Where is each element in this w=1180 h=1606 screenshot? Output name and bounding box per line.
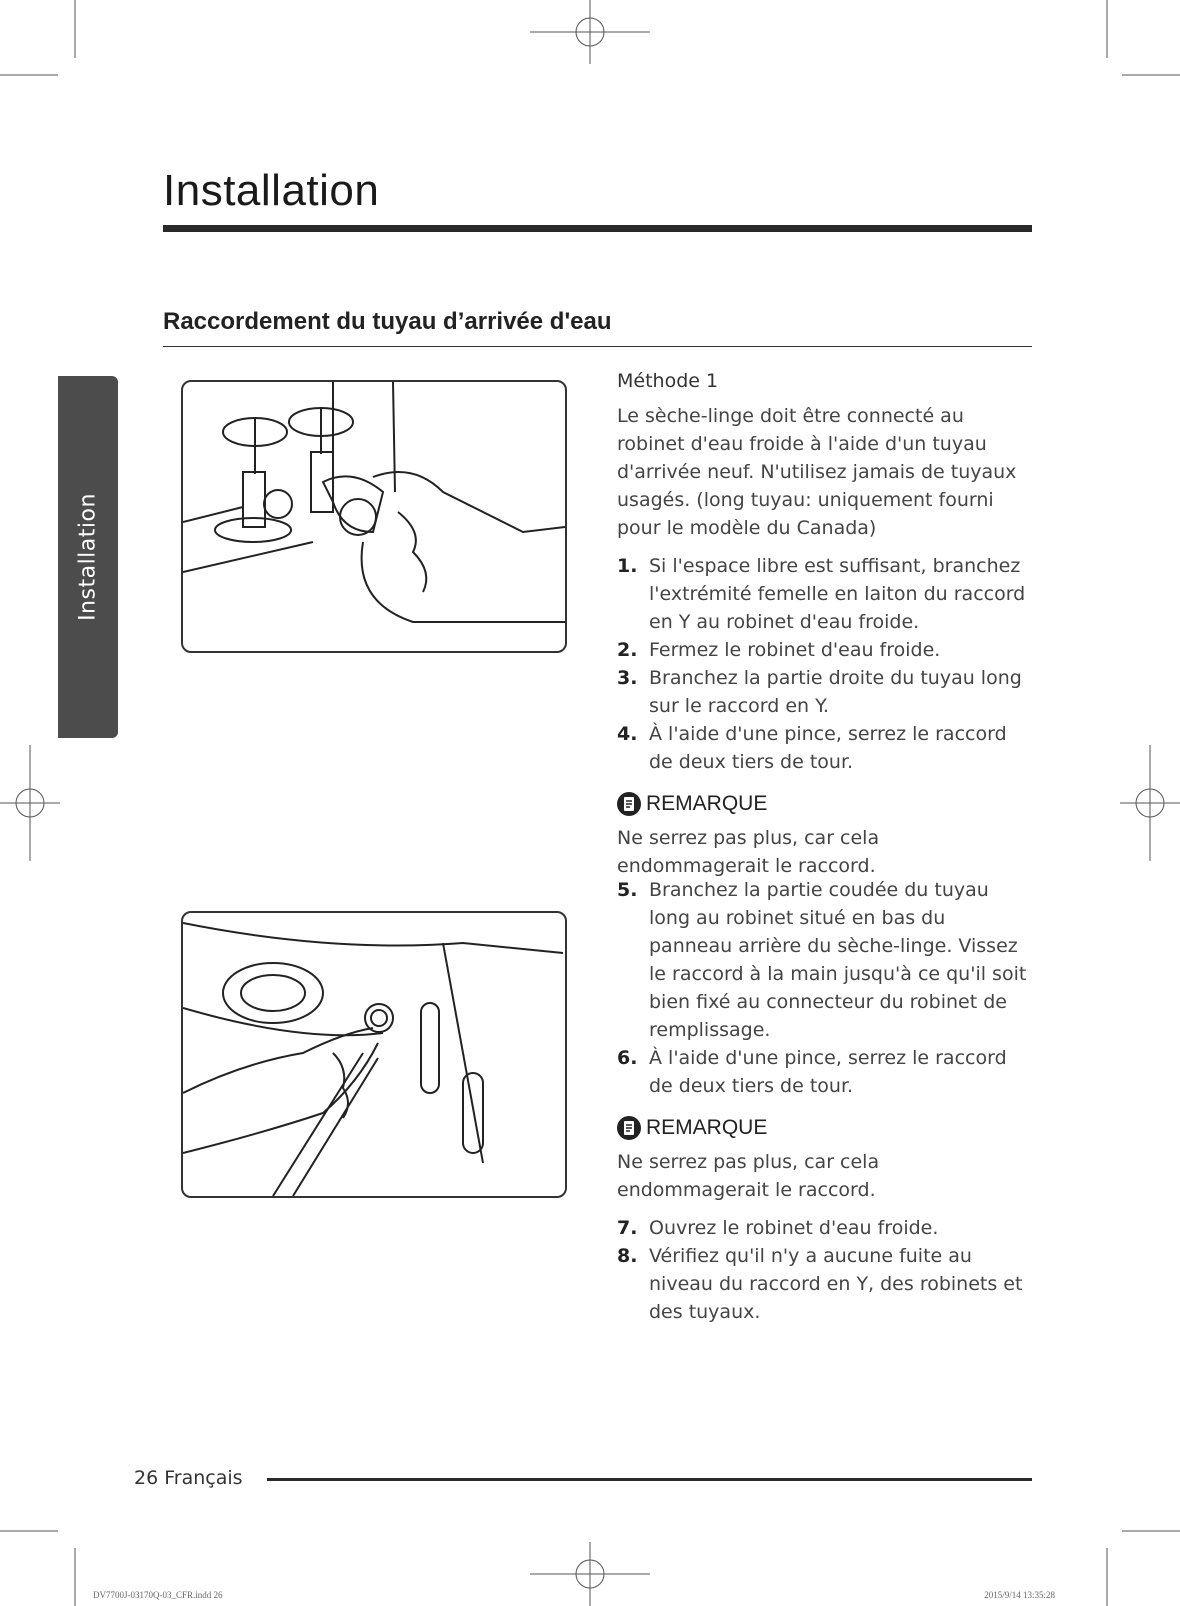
registration-mark-icon bbox=[530, 0, 650, 64]
page-title: Installation bbox=[163, 166, 380, 215]
step-number: 3. bbox=[617, 667, 638, 689]
note-heading bbox=[617, 1114, 1032, 1142]
step-text: Branchez la partie droite du tuyau long sur le raccord en Y. bbox=[649, 667, 1022, 717]
note-heading-label: REMARQUE bbox=[646, 1116, 768, 1139]
figure-dryer-fill-connector bbox=[181, 911, 567, 1198]
step-number: 7. bbox=[617, 1217, 638, 1239]
step-number: 1. bbox=[617, 555, 638, 577]
registration-mark-icon bbox=[1120, 745, 1180, 861]
step-number: 6. bbox=[617, 1047, 638, 1069]
note-icon bbox=[617, 792, 641, 816]
side-tab-label: Installation bbox=[75, 493, 101, 621]
title-rule bbox=[163, 225, 1032, 232]
step-text: Si l'espace libre est suffisant, branchez l'extrémité femelle en laiton du raccord en Y au robinet d'eau froide. bbox=[649, 555, 1026, 633]
note-heading-label: REMARQUE bbox=[646, 792, 768, 815]
step-text: À l'aide d'une pince, serrez le raccord de deux tiers de tour. bbox=[649, 1047, 1007, 1097]
step-item bbox=[617, 876, 1032, 1044]
slug-date: 2015/9/14 13:35:28 bbox=[984, 1590, 1055, 1600]
registration-mark-icon bbox=[530, 1542, 650, 1606]
page-number: 26 Français bbox=[134, 1467, 243, 1489]
instructions-block-1 bbox=[617, 402, 1032, 880]
step-text: Fermez le robinet d'eau froide. bbox=[649, 639, 941, 661]
step-item bbox=[617, 664, 1032, 720]
instructions-block-2 bbox=[617, 876, 1032, 1326]
step-item bbox=[617, 1044, 1032, 1100]
steps-list-b bbox=[617, 876, 1032, 1100]
step-item bbox=[617, 720, 1032, 776]
note-text: Ne serrez pas plus, car cela endommagerait le raccord. bbox=[617, 1151, 880, 1201]
step-text: Vérifiez qu'il n'y a aucune fuite au niveau du raccord en Y, des robinets et des tuyaux. bbox=[649, 1245, 1023, 1323]
method-title: Méthode 1 bbox=[617, 370, 719, 392]
slug-file: DV7700J-03170Q-03_CFR.indd 26 bbox=[93, 1590, 223, 1600]
dryer-connector-illustration bbox=[183, 913, 565, 1196]
figure-faucet-y-connector bbox=[181, 380, 567, 653]
step-item bbox=[617, 1214, 1032, 1242]
step-text: À l'aide d'une pince, serrez le raccord de deux tiers de tour. bbox=[649, 723, 1007, 773]
note-text: Ne serrez pas plus, car cela endommagerait le raccord. bbox=[617, 827, 880, 877]
step-item bbox=[617, 1242, 1032, 1326]
method-intro: Le sèche-linge doit être connecté au robinet d'eau froide à l'aide d'un tuyau d'arrivée neuf. N'utilisez jamais de tuyaux usagés. (long tuyau: uniquement fourni pour le modèle du Canada) bbox=[617, 405, 1017, 539]
step-item bbox=[617, 636, 1032, 664]
step-number: 5. bbox=[617, 879, 638, 901]
steps-list-c bbox=[617, 1214, 1032, 1326]
registration-mark-icon bbox=[0, 745, 60, 861]
note-icon bbox=[617, 1116, 641, 1140]
note-heading bbox=[617, 790, 1032, 818]
step-text: Ouvrez le robinet d'eau froide. bbox=[649, 1217, 939, 1239]
section-rule bbox=[163, 346, 1032, 347]
step-number: 2. bbox=[617, 639, 638, 661]
step-item bbox=[617, 552, 1032, 636]
step-number: 4. bbox=[617, 723, 638, 745]
step-text: Branchez la partie coudée du tuyau long au robinet situé en bas du panneau arrière du sèche-linge. Vissez le raccord à la main jusqu'à ce qu'il soit bien fixé au connecteur du robinet de remplissage. bbox=[649, 879, 1027, 1041]
section-title: Raccordement du tuyau d’arrivée d'eau bbox=[163, 308, 612, 335]
step-number: 8. bbox=[617, 1245, 638, 1267]
steps-list-a bbox=[617, 552, 1032, 776]
faucet-illustration bbox=[183, 382, 565, 651]
footer-rule bbox=[267, 1478, 1032, 1481]
